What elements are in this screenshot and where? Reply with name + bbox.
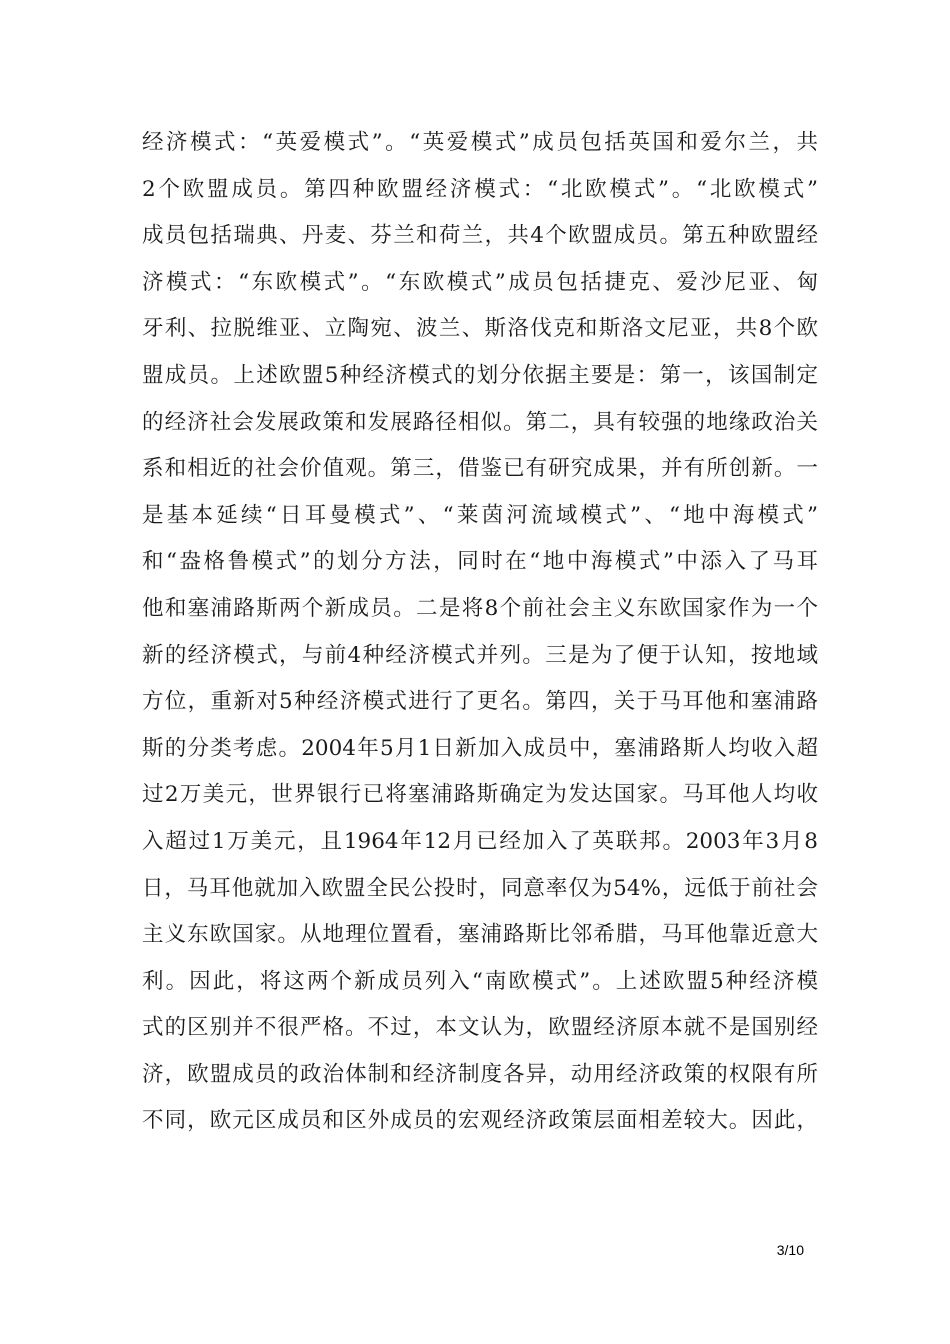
text-line: 经济模式：“英爱模式”。“英爱模式”成员包括英国和爱尔兰，共 [142,130,818,155]
text-line: 日，马耳他就加入欧盟全民公投时，同意率仅为54%，远低于前社会 [142,875,818,901]
text-line: 不同，欧元区成员和区外成员的宏观经济政策层面相差较大。因此， [142,1108,818,1134]
text-line: 利。因此，将这两个新成员列入“南欧模式”。上述欧盟5种经济模 [142,968,818,994]
text-line: 斯的分类考虑。2004年5月1日新加入成员中，塞浦路斯人均收入超 [142,735,818,761]
text-line: 济模式：“东欧模式”。“东欧模式”成员包括捷克、爱沙尼亚、匈 [142,269,818,295]
text-line: 方位，重新对5种经济模式进行了更名。第四，关于马耳他和塞浦路 [142,689,818,715]
text-line: 入超过1万美元，且1964年12月已经加入了英联邦。2003年3月8 [142,828,818,854]
text-line: 的经济社会发展政策和发展路径相似。第二，具有较强的地缘政治关 [142,409,818,435]
text-line: 和“盎格鲁模式”的划分方法，同时在“地中海模式”中添入了马耳 [142,549,818,575]
page-number: 3/10 [776,1242,804,1258]
text-line: 式的区别并不很严格。不过，本文认为，欧盟经济原本就不是国别经 [142,1015,818,1041]
text-line: 盟成员。上述欧盟5种经济模式的划分依据主要是：第一，该国制定 [142,362,818,388]
text-line: 系和相近的社会价值观。第三，借鉴已有研究成果，并有所创新。一 [142,456,818,482]
body-paragraph [142,120,818,1145]
text-line: 他和塞浦路斯两个新成员。二是将8个前社会主义东欧国家作为一个 [142,595,818,621]
text-line: 牙利、拉脱维亚、立陶宛、波兰、斯洛伐克和斯洛文尼亚，共8个欧 [142,316,818,342]
text-line: 是基本延续“日耳曼模式”、“莱茵河流域模式”、“地中海模式” [142,502,818,528]
text-line: 主义东欧国家。从地理位置看，塞浦路斯比邻希腊，马耳他靠近意大 [142,922,818,948]
text-line: 2个欧盟成员。第四种欧盟经济模式：“北欧模式”。“北欧模式” [142,176,818,202]
text-line: 济，欧盟成员的政治体制和经济制度各异，动用经济政策的权限有所 [142,1061,818,1087]
text-line: 成员包括瑞典、丹麦、芬兰和荷兰，共4个欧盟成员。第五种欧盟经 [142,223,818,249]
text-line: 新的经济模式，与前4种经济模式并列。三是为了便于认知，按地域 [142,642,818,668]
text-line: 过2万美元，世界银行已将塞浦路斯确定为发达国家。马耳他人均收 [142,782,818,808]
